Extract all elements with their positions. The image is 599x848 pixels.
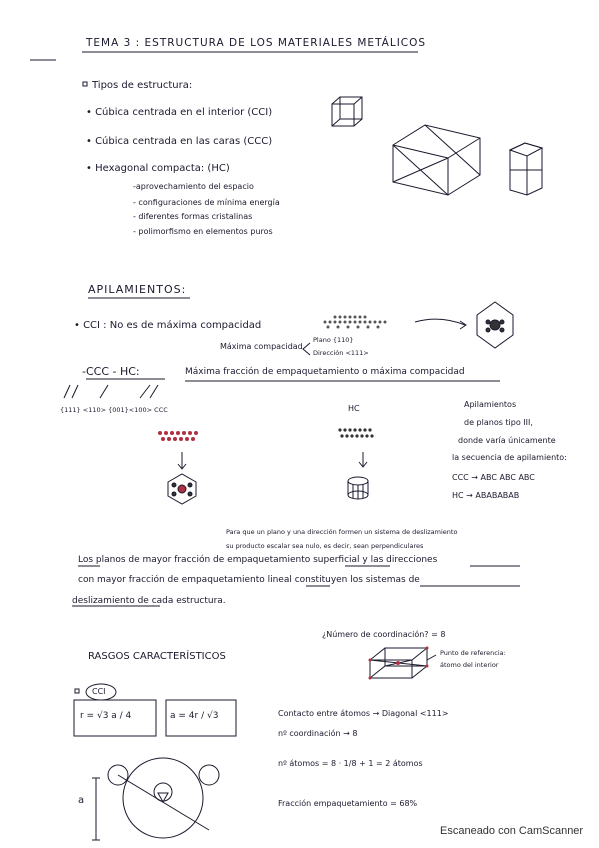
type-item-ccc: • Cúbica centrada en las caras (CCC) [86, 136, 273, 147]
plano-label: Plano {110} [313, 336, 354, 344]
formula-r: r = √3 a / 4 [80, 711, 132, 721]
note-line-1: Apilamientos [464, 400, 517, 409]
cci-tag: CCI [92, 687, 106, 696]
camscanner-footer: Escaneado con CamScanner [440, 825, 584, 837]
note-line-6: HC → ABABABAB [452, 491, 520, 500]
arrow-right [415, 319, 465, 325]
hc-sub-4: - polimorfismo en elementos puros [133, 227, 273, 236]
cci-section-icon [92, 758, 219, 840]
a-label: a [78, 795, 85, 806]
hc-structure-icon [510, 143, 542, 195]
cci-cube-icon [477, 302, 513, 348]
deslizamiento-note-2: su producto escalar sea nulo, es decir, sean perpendiculares [226, 542, 424, 550]
hc-layer-dots [338, 428, 373, 437]
ccc-cluster-icon [168, 474, 196, 504]
ccc-structure-icon [393, 125, 480, 195]
note-line-2: de planos tipo III, [464, 418, 533, 427]
deslizamiento-line-2: con mayor fracción de empaquetamiento lineal constituyen los sistemas de [78, 575, 420, 585]
type-item-hc-label: Hexagonal compacta: (HC) [95, 163, 230, 174]
deslizamiento-line-3: deslizamiento de cada estructura. [72, 596, 226, 606]
bullet-square [83, 82, 87, 86]
contacto-text: Contacto entre átomos → Diagonal <111> [278, 709, 449, 718]
note-line-3: donde varía únicamente [458, 436, 556, 445]
type-item-cci: • Cúbica centrada en el interior (CCI) [86, 107, 273, 118]
ccc-planes: {111} <110> {001}<100> CCC [60, 406, 168, 414]
ccc-layer-dots [158, 431, 198, 441]
maxima-compacidad: Máxima compacidad [220, 342, 303, 351]
page-title: TEMA 3 : ESTRUCTURA DE LOS MATERIALES METÁLICOS [86, 37, 427, 49]
formula-a: a = 4r / √3 [170, 711, 219, 721]
apilamientos-heading: APILAMIENTOS: [88, 283, 187, 296]
hc-cluster-icon [348, 477, 368, 499]
cube-cci-icon [332, 97, 362, 126]
cci-layer-dots [324, 316, 387, 329]
coordinacion-question: ¿Número de coordinación? = 8 [322, 630, 446, 639]
punto-ref-1: Punto de referencia: [440, 649, 506, 657]
natomos-text: nº átomos = 8 · 1/8 + 1 = 2 átomos [278, 759, 423, 768]
hc-label: HC [348, 404, 360, 413]
punto-ref-2: átomo del interior [440, 661, 499, 669]
direccion-label: Dirección <111> [313, 349, 369, 357]
note-line-5: CCC → ABC ABC ABC [452, 473, 535, 482]
types-heading: Tipos de estructura: [92, 80, 193, 91]
deslizamiento-line-1: Los planos de mayor fracción de empaquetamiento superficial y las direcciones [78, 555, 438, 565]
note-line-4: la secuencia de apilamiento: [452, 453, 567, 462]
ccc-hc-label: -CCC - HC: [82, 365, 140, 378]
deslizamiento-note-1: Para que un plano y una dirección formen un sistema de deslizamiento [226, 528, 458, 536]
ncoord-text: nº coordinación → 8 [278, 729, 358, 738]
hc-sub-3: - diferentes formas cristalinas [133, 212, 253, 221]
down-arrows [64, 385, 367, 469]
hc-sub-2: - configuraciones de mínima energía [133, 198, 280, 207]
type-item-hc: • Hexagonal compacta: (HC) [86, 163, 230, 174]
fraccion-text: Fracción empaquetamiento = 68% [278, 799, 418, 808]
type-item-cci-label: Cúbica centrada en el interior (CCI) [95, 107, 273, 118]
ccc-hc-text: Máxima fracción de empaquetamiento o máxima compacidad [185, 367, 465, 377]
cci-label: • CCI : No es de máxima compacidad [74, 320, 262, 331]
hc-sub-1: -aprovechamiento del espacio [133, 182, 254, 191]
rasgos-heading: RASGOS CARACTERÍSTICOS [88, 651, 226, 662]
coordination-cube-icon [369, 647, 437, 680]
type-item-ccc-label: Cúbica centrada en las caras (CCC) [95, 136, 273, 147]
